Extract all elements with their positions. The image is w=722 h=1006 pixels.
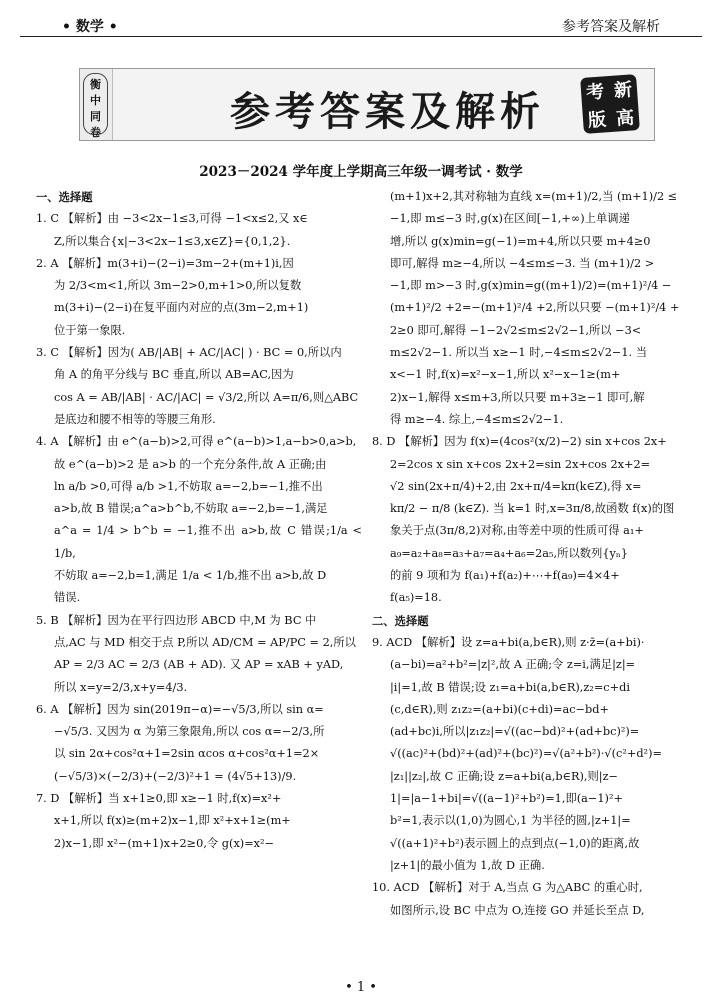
answer-line: 位于第一象限.	[54, 323, 126, 337]
answer-line: 是底边和腰不相等的等腰三角形.	[54, 412, 216, 426]
answer-line: 角 A 的角平分线与 BC 垂直,所以 AB=AC,因为	[54, 368, 294, 382]
answer-line: 2≥0 即可,解得 −1−2√2≤m≤2√2−1,所以 −3<	[390, 323, 642, 337]
question-answer-start: 1. C 【解析】由 −3<2x−1≤3,可得 −1<x≤2,又 x∈	[36, 212, 308, 226]
question-answer-start: 10. ACD 【解析】对于 A,当点 G 为△ABC 的重心时,	[372, 881, 643, 895]
right-column	[372, 186, 684, 922]
exam-title: 2023－2024 学年度上学期高三年级一调考试 · 数学	[199, 164, 523, 180]
answer-line: 即可,解得 m≥−4,所以 −4≤m≤−3. 当 (m+1)/2 >	[390, 256, 655, 270]
title-banner	[79, 68, 655, 141]
answer-line: x<−1 时,f(x)=x²−x−1,所以 x²−x−1≥(m+	[390, 368, 621, 382]
banner-left-panel	[80, 69, 113, 140]
seal-char: 同	[90, 110, 101, 123]
answer-line: (c,d∈R),则 z₁z₂=(a+bi)(c+di)=ac−bd+	[390, 702, 609, 716]
answer-line: 错误.	[54, 591, 81, 605]
left-column	[36, 186, 362, 855]
answer-line: ln a/b >0,可得 a/b >1,不妨取 a=−2,b=−1,推不出	[54, 479, 323, 493]
banner-title: 参考答案及解析	[230, 89, 545, 135]
answer-line: |i|=1,故 B 错误;设 z₁=a+bi(a,b∈R),z₂=c+di	[390, 680, 630, 694]
answer-line: −1,即 m≤−3 时,g(x)在区间[−1,+∞)上单调递	[390, 212, 630, 226]
question-answer-start: 8. D 【解析】因为 f(x)=(4cos²(x/2)−2) sin x+cos 2x+	[372, 435, 667, 449]
question-answer-start: 2. A 【解析】m(3+i)−(2−i)=3m−2+(m+1)i,因	[36, 256, 294, 270]
seal-char: 卷	[90, 126, 101, 139]
answer-line: Z,所以集合{x|−3<2x−1≤3,x∈Z}={0,1,2}.	[54, 234, 291, 248]
answer-line: (−√5/3)×(−2/3)+(−2/3)²+1 = (4√5+13)/9.	[54, 769, 297, 783]
answer-line: 1|=|a−1+bi|=√((a−1)²+b²)=1,即(a−1)²+	[390, 792, 623, 806]
answer-line: cos A = AB/|AB| · AC/|AC| = √3/2,所以 A=π/6,则△ABC	[54, 390, 359, 404]
seal-char: 衡	[90, 78, 101, 91]
answer-line: 2=2cos x sin x+cos 2x+2=sin 2x+cos 2x+2=	[390, 457, 651, 471]
answer-line: |z₁||z₂|,故 C 正确;设 z=a+bi(a,b∈R),则|z−	[390, 769, 619, 783]
answer-line: 如图所示,设 BC 中点为 O,连接 GO 并延长至点 D,	[390, 903, 645, 917]
answer-line: √2 sin(2x+π/4)+2,由 2x+π/4=kπ(k∈Z),得 x=	[390, 479, 642, 493]
answer-line: kπ/2 − π/8 (k∈Z). 当 k=1 时,x=3π/8,故函数 f(x)的图	[390, 502, 675, 516]
answer-line: f(a₅)=18.	[390, 591, 442, 605]
answer-line: a₉=a₂+a₈=a₃+a₇=a₄+a₆=2a₅,所以数列{yₙ}	[390, 546, 628, 560]
question-answer-start: 4. A 【解析】由 e^(a−b)>2,可得 e^(a−b)>1,a−b>0,a>b,	[36, 435, 357, 449]
answer-line: (m+1)²/2 +2=−(m+1)²/4 +2,所以只要 −(m+1)²/4 +	[390, 301, 680, 315]
section-heading: 一、选择题	[36, 190, 93, 204]
answer-line: −1,即 m>−3 时,g(x)min=g((m+1)/2)=(m+1)²/4 −	[390, 279, 672, 293]
answer-line: 所以 x=y=2/3,x+y=4/3.	[54, 680, 188, 694]
answer-line: 2)x−1,解得 x≤m+3,所以只要 m+3≥−1 即可,解	[390, 390, 645, 404]
answer-line: 点,AC 与 MD 相交于点 P,所以 AD/CM = AP/PC = 2,所以	[54, 635, 356, 649]
stamp-char: 考	[585, 81, 605, 104]
page-number: • 1 •	[345, 980, 377, 995]
answer-line: 增,所以 g(x)min=g(−1)=m+4,所以只要 m+4≥0	[390, 234, 651, 248]
answer-line: −√5/3. 又因为 α 为第三象限角,所以 cos α=−2/3,所	[54, 725, 325, 739]
answer-line: 的前 9 项和为 f(a₁)+f(a₂)+⋯+f(a₉)=4×4+	[390, 569, 620, 583]
seal-char: 中	[90, 94, 101, 107]
answer-line: √((a+1)²+b²)表示圆上的点到点(−1,0)的距离,故	[390, 836, 640, 850]
question-answer-start: 6. A 【解析】因为 sin(2019π−α)=−√5/3,所以 sin α=	[36, 702, 324, 716]
section-heading: 二、选择题	[372, 613, 429, 628]
series-seal-logo	[83, 73, 108, 139]
answer-line: 得 m≥−4. 综上,−4≤m≤2√2−1.	[390, 412, 564, 426]
answer-line: 为 2/3<m<1,所以 3m−2>0,m+1>0,所以复数	[54, 279, 302, 293]
question-answer-start: 3. C 【解析】因为( AB/|AB| + AC/|AC| ) · BC = 0,所以内	[36, 346, 342, 360]
answer-line: x+1,所以 f(x)≥(m+2)x−1,即 x²+x+1≥(m+	[54, 814, 291, 828]
answer-line: 不妨取 a=−2,b=1,满足 1/a < 1/b,推不出 a>b,故 D	[54, 569, 327, 583]
question-answer-start: 9. ACD 【解析】设 z=a+bi(a,b∈R),则 z·z̄=(a+bi)·	[372, 635, 645, 649]
answer-line: m≤2√2−1. 所以当 x≥−1 时,−4≤m≤2√2−1. 当	[390, 346, 648, 360]
new-edition-stamp	[580, 74, 640, 134]
answer-line: (m+1)x+2,其对称轴为直线 x=(m+1)/2,当 (m+1)/2 ≤	[390, 190, 678, 203]
answer-line: 故 e^(a−b)>2 是 a>b 的一个充分条件,故 A 正确;由	[54, 457, 327, 471]
answer-line: 象关于点(3π/8,2)对称,由等差中项的性质可得 a₁+	[390, 524, 644, 538]
answer-line: (a−bi)=a²+b²=|z|²,故 A 正确;令 z=i,满足|z|=	[390, 658, 636, 672]
answer-line: a>b,故 B 错误;a^a>b^b,不妨取 a=−2,b=−1,满足	[54, 502, 328, 516]
answer-line: m(3+i)−(2−i)在复平面内对应的点(3m−2,m+1)	[54, 301, 309, 315]
question-answer-start: 7. D 【解析】当 x+1≥0,即 x≥−1 时,f(x)=x²+	[36, 792, 282, 806]
header-subject: • 数学 •	[62, 19, 118, 35]
answer-line: a^a = 1/4 > b^b = −1,推不出 a>b,故 C 错误;1/a < 1/b,	[54, 524, 362, 560]
stamp-char: 版	[587, 109, 607, 132]
answer-line: (ad+bc)i,所以|z₁z₂|=√((ac−bd)²+(ad+bc)²)=	[390, 725, 640, 739]
stamp-char: 高	[615, 107, 635, 130]
answer-line: b²=1,表示以(1,0)为圆心,1 为半径的圆,|z+1|=	[390, 814, 631, 828]
question-answer-start: 5. B 【解析】因为在平行四边形 ABCD 中,M 为 BC 中	[36, 613, 317, 627]
header-rule	[20, 36, 702, 37]
answer-line: 以 sin 2α+cos²α+1=2sin αcos α+cos²α+1=2×	[54, 747, 320, 761]
header-section: 参考答案及解析	[562, 19, 660, 35]
answer-line: |z+1|的最小值为 1,故 D 正确.	[390, 858, 545, 872]
answer-line: AP = 2/3 AC = 2/3 (AB + AD). 又 AP = xAB + yAD,	[54, 658, 344, 672]
answer-line: 2)x−1,即 x²−(m+1)x+2≥0,令 g(x)=x²−	[54, 836, 275, 850]
answer-line: √((ac)²+(bd)²+(ad)²+(bc)²)=√(a²+b²)·√(c²+d²)=	[390, 747, 662, 761]
stamp-char: 新	[613, 79, 633, 102]
